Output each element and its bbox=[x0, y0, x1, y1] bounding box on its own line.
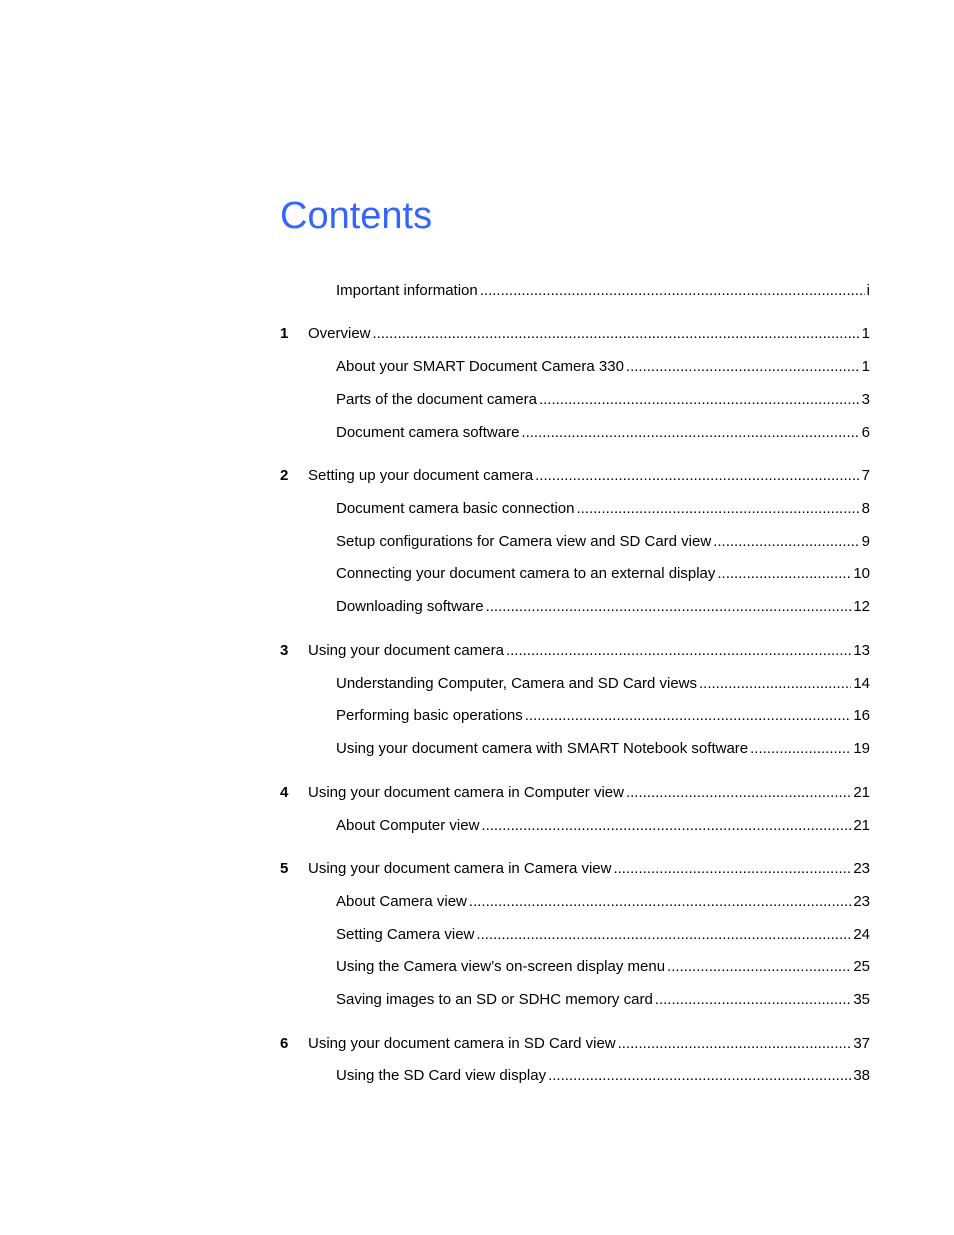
toc-dot-leader bbox=[717, 564, 851, 584]
toc-entry-title: Downloading software bbox=[336, 598, 484, 615]
toc-chapter-title: Using your document camera in SD Card view bbox=[308, 1035, 616, 1052]
toc-dot-leader bbox=[618, 1034, 852, 1054]
toc-dot-leader bbox=[525, 706, 852, 726]
toc-chapter-title: Using your document camera in Camera view bbox=[308, 860, 612, 877]
toc-page-number: 35 bbox=[853, 991, 870, 1008]
toc-entry[interactable] bbox=[280, 1066, 870, 1086]
toc-page-number: 21 bbox=[853, 817, 870, 834]
toc-dot-leader bbox=[521, 423, 859, 443]
toc-entry[interactable] bbox=[280, 816, 870, 836]
toc-page-number: 19 bbox=[853, 740, 870, 757]
toc-chapter-number: 1 bbox=[280, 325, 289, 342]
toc-dot-leader bbox=[655, 990, 852, 1010]
toc-entry-title: Using the Camera view’s on-screen display menu bbox=[336, 958, 666, 975]
page-title: Contents bbox=[280, 195, 433, 237]
toc-dot-leader bbox=[667, 957, 851, 977]
toc-page-number: 38 bbox=[853, 1067, 870, 1084]
toc-page-number: 1 bbox=[861, 325, 870, 342]
toc-page-number: 6 bbox=[861, 424, 870, 441]
toc-page-number: 23 bbox=[853, 893, 870, 910]
toc-entry[interactable] bbox=[280, 532, 870, 552]
toc-page-number: 37 bbox=[853, 1035, 870, 1052]
toc-entry[interactable] bbox=[280, 281, 870, 301]
toc-dot-leader bbox=[548, 1066, 851, 1086]
toc-chapter[interactable] bbox=[280, 859, 870, 879]
toc-dot-leader bbox=[481, 816, 851, 836]
toc-page-number: 23 bbox=[853, 860, 870, 877]
toc-chapter-title: Using your document camera bbox=[308, 642, 504, 659]
toc-entry[interactable] bbox=[280, 892, 870, 912]
toc-entry-title: Document camera basic connection bbox=[336, 500, 575, 517]
toc-entry[interactable] bbox=[280, 706, 870, 726]
toc-page-number: 3 bbox=[861, 391, 870, 408]
toc-page-number: 8 bbox=[861, 500, 870, 517]
toc-page-number: 13 bbox=[853, 642, 870, 659]
toc-dot-leader bbox=[750, 739, 851, 759]
toc-dot-leader bbox=[506, 641, 851, 661]
toc-dot-leader bbox=[539, 390, 860, 410]
toc-entry-title: Parts of the document camera bbox=[336, 391, 537, 408]
toc-dot-leader bbox=[576, 499, 859, 519]
toc-entry[interactable] bbox=[280, 674, 870, 694]
toc-chapter[interactable] bbox=[280, 466, 870, 486]
toc-dot-leader bbox=[626, 357, 860, 377]
toc-dot-leader bbox=[486, 597, 852, 617]
toc-entry-title: Setup configurations for Camera view and SD Card view bbox=[336, 533, 712, 550]
toc-dot-leader bbox=[535, 466, 860, 486]
toc-entry[interactable] bbox=[280, 499, 870, 519]
toc-entry[interactable] bbox=[280, 990, 870, 1010]
toc-page-number: 14 bbox=[853, 675, 870, 692]
toc-page-number: 12 bbox=[853, 598, 870, 615]
toc-dot-leader bbox=[699, 674, 851, 694]
toc-entry-title: Connecting your document camera to an external display bbox=[336, 565, 716, 582]
toc-dot-leader bbox=[480, 281, 865, 301]
toc-entry[interactable] bbox=[280, 925, 870, 945]
toc-page-number: i bbox=[866, 282, 870, 299]
toc-dot-leader bbox=[373, 324, 860, 344]
toc-page-number: 24 bbox=[853, 926, 870, 943]
toc-entry[interactable] bbox=[280, 423, 870, 443]
toc-entry-title: About your SMART Document Camera 330 bbox=[336, 358, 624, 375]
toc-page-number: 7 bbox=[861, 467, 870, 484]
toc-entry-title: Using the SD Card view display bbox=[336, 1067, 547, 1084]
toc-entry-title: Important information bbox=[336, 282, 478, 299]
toc-chapter-number: 5 bbox=[280, 860, 289, 877]
toc-entry-title: Saving images to an SD or SDHC memory card bbox=[336, 991, 653, 1008]
toc-chapter-title: Using your document camera in Computer view bbox=[308, 784, 624, 801]
toc-chapter[interactable] bbox=[280, 324, 870, 344]
toc-entry[interactable] bbox=[280, 957, 870, 977]
toc-chapter[interactable] bbox=[280, 641, 870, 661]
toc-entry[interactable] bbox=[280, 597, 870, 617]
toc-page-number: 16 bbox=[853, 707, 870, 724]
toc-page-number: 21 bbox=[853, 784, 870, 801]
toc-chapter-title: Setting up your document camera bbox=[308, 467, 534, 484]
toc-chapter-number: 3 bbox=[280, 642, 289, 659]
toc-dot-leader bbox=[626, 783, 851, 803]
toc-chapter-number: 6 bbox=[280, 1035, 289, 1052]
toc-chapter-number: 4 bbox=[280, 784, 289, 801]
toc-chapter-title: Overview bbox=[308, 325, 371, 342]
toc-entry[interactable] bbox=[280, 357, 870, 377]
toc-entry-title: Using your document camera with SMART Notebook software bbox=[336, 740, 749, 757]
toc-chapter-number: 2 bbox=[280, 467, 289, 484]
toc-entry-title: About Camera view bbox=[336, 893, 467, 910]
toc-entry[interactable] bbox=[280, 739, 870, 759]
toc-page-number: 10 bbox=[853, 565, 870, 582]
toc-entry-title: Understanding Computer, Camera and SD Card views bbox=[336, 675, 698, 692]
toc-page-number: 1 bbox=[861, 358, 870, 375]
toc-chapter[interactable] bbox=[280, 783, 870, 803]
toc-entry-title: Performing basic operations bbox=[336, 707, 523, 724]
toc-entry-title: Document camera software bbox=[336, 424, 520, 441]
toc-dot-leader bbox=[713, 532, 859, 552]
toc-entry-title: Setting Camera view bbox=[336, 926, 475, 943]
toc-entry[interactable] bbox=[280, 390, 870, 410]
toc-entry-title: About Computer view bbox=[336, 817, 480, 834]
toc-dot-leader bbox=[613, 859, 851, 879]
toc-dot-leader bbox=[469, 892, 851, 912]
toc-dot-leader bbox=[476, 925, 851, 945]
toc-chapter[interactable] bbox=[280, 1034, 870, 1054]
toc-page-number: 25 bbox=[853, 958, 870, 975]
toc-entry[interactable] bbox=[280, 564, 870, 584]
toc-page-number: 9 bbox=[861, 533, 870, 550]
